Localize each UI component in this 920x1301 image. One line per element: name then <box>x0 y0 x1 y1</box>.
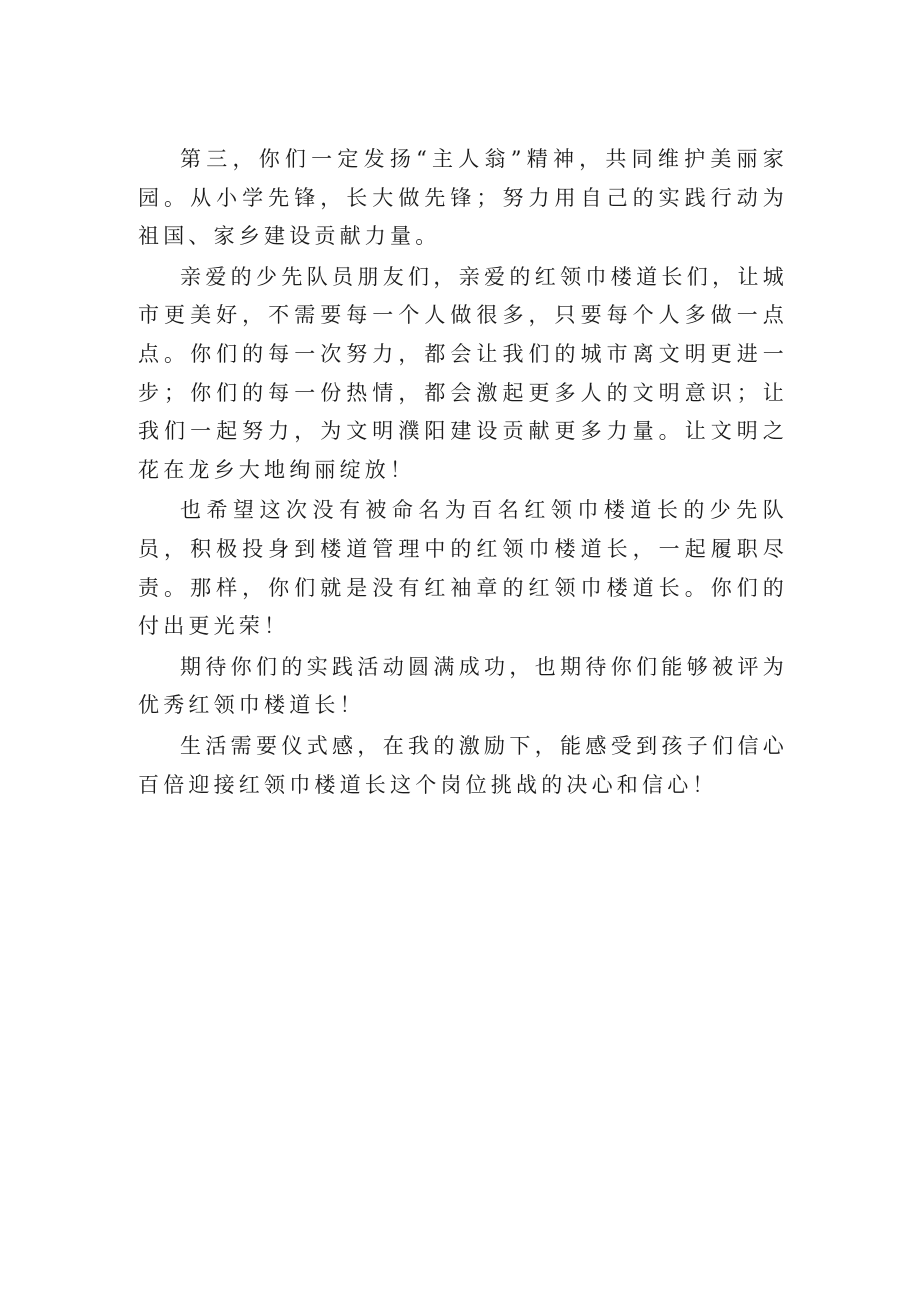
paragraph-5: 生活需要仪式感，在我的激励下，能感受到孩子们信心百倍迎接红领巾楼道长这个岗位挑战的决心和信心！ <box>138 733 788 797</box>
paragraph-1: 第三，你们一定发扬“主人翁”精神，共同维护美丽家园。从小学先锋，长大做先锋；努力用自己的实践行动为祖国、家乡建设贡献力量。 <box>138 147 788 249</box>
paragraph-3: 也希望这次没有被命名为百名红领巾楼道长的少先队员，积极投身到楼道管理中的红领巾楼道长，一起履职尽责。那样，你们就是没有红袖章的红领巾楼道长。你们的付出更光荣！ <box>138 498 788 639</box>
paragraph-4: 期待你们的实践活动圆满成功，也期待你们能够被评为优秀红领巾楼道长！ <box>138 654 788 718</box>
paragraph-2: 亲爱的少先队员朋友们，亲爱的红领巾楼道长们，让城市更美好，不需要每一个人做很多，只要每个人多做一点点。你们的每一次努力，都会让我们的城市离文明更进一步；你们的每一份热情，都会激起更多人的文明意识；让我们一起努力，为文明濮阳建设贡献更多力量。让文明之花在龙乡大地绚丽绽放！ <box>138 264 788 482</box>
document-body <box>138 140 788 806</box>
